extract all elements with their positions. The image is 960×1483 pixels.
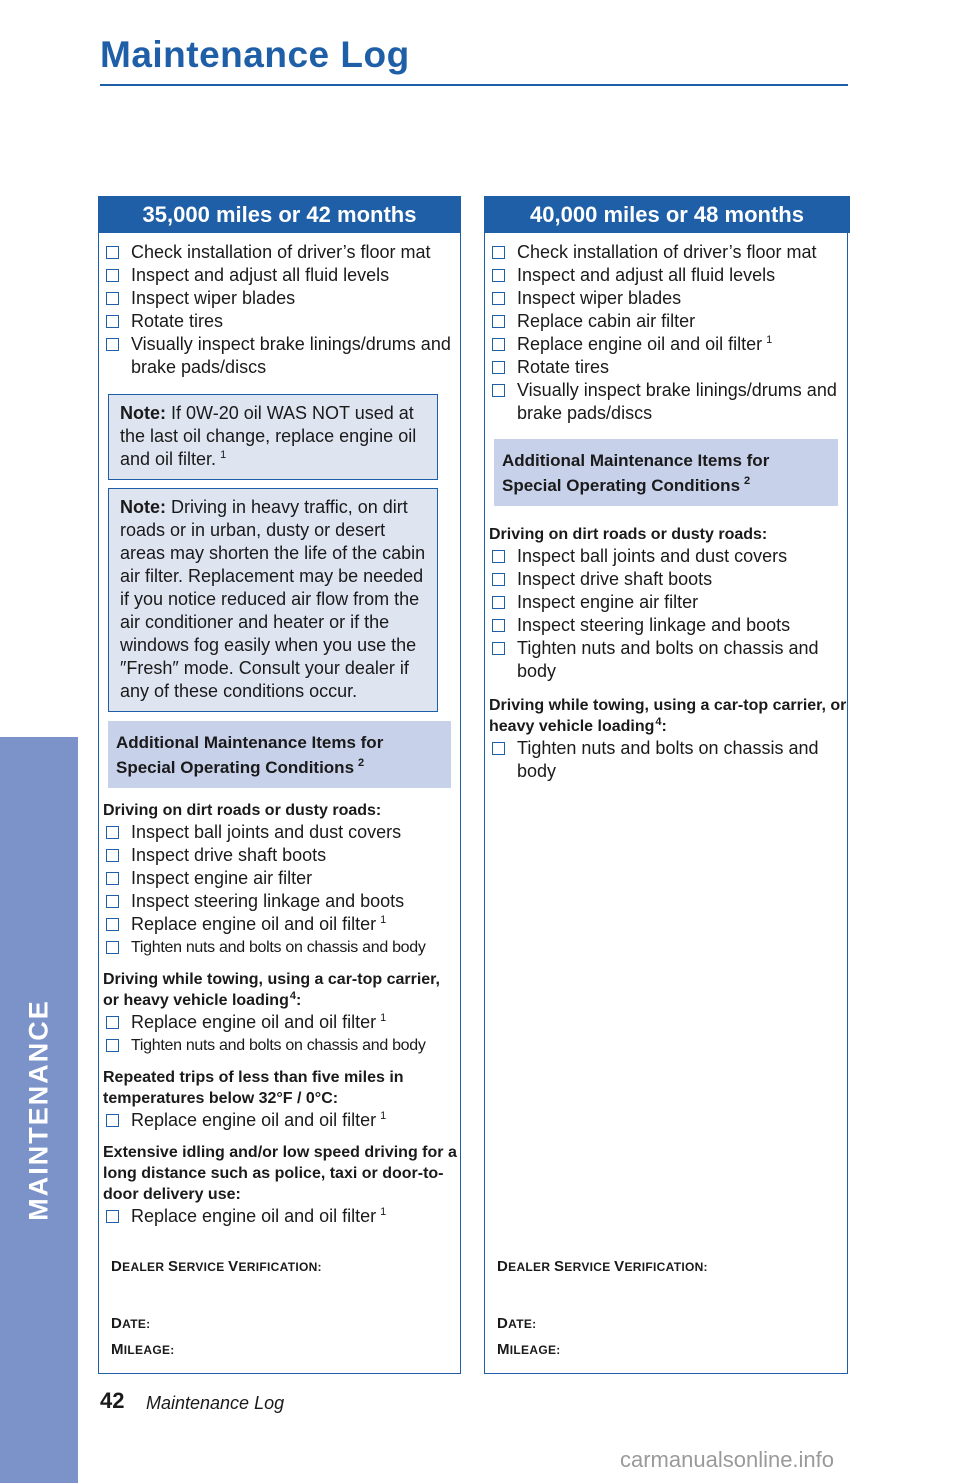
- dealer-verification-label: DEALER SERVICE VERIFICATION:: [497, 1258, 708, 1275]
- checkbox-icon[interactable]: [106, 1114, 119, 1127]
- checklist-item[interactable]: Inspect engine air filter: [99, 867, 460, 890]
- checklist-item[interactable]: Tighten nuts and bolts on chassis and body: [99, 1034, 460, 1057]
- interval-35000-panel: [98, 196, 461, 1374]
- footnote-ref: 1: [380, 914, 387, 926]
- checkbox-icon[interactable]: [492, 269, 505, 282]
- checklist: [99, 233, 460, 379]
- page-title: Maintenance Log: [100, 34, 410, 75]
- checkbox-icon[interactable]: [106, 918, 119, 931]
- checkbox-icon[interactable]: [106, 895, 119, 908]
- checklist-item[interactable]: Replace engine oil and oil filter $^1$: [99, 1011, 460, 1034]
- checkbox-icon[interactable]: [492, 292, 505, 305]
- towing-checklist: [99, 1011, 460, 1057]
- mileage-label: MILEAGE:: [497, 1341, 561, 1358]
- page-number: 42: [100, 1388, 125, 1413]
- note-text: Driving in heavy traffic, on dirt roads or in urban, dusty or desert areas may shorten the life of the cabin air filter. Replacement may be needed if you notice reduced air flow from the air conditioner and heater or if the windows fog easily when you use the ″Fresh″ mode. Consult your dealer if any of these conditions occur.: [120, 497, 426, 701]
- checklist-item[interactable]: Inspect steering linkage and boots: [485, 614, 847, 637]
- checkbox-icon[interactable]: [492, 361, 505, 374]
- checkbox-icon[interactable]: [106, 872, 119, 885]
- towing-heading: Driving while towing, using a car-top carrier, or heavy vehicle loading$^4$:: [103, 971, 440, 1009]
- checkbox-icon[interactable]: [492, 642, 505, 655]
- checkbox-icon[interactable]: [106, 338, 119, 351]
- mileage-label: MILEAGE:: [111, 1341, 175, 1358]
- interval-header: 35,000 miles or 42 months: [98, 196, 461, 233]
- towing-checklist: [485, 737, 847, 783]
- footnote-ref: 2: [358, 757, 365, 770]
- dirt-roads-checklist: [485, 545, 847, 683]
- checklist-item[interactable]: Replace cabin air filter: [485, 310, 847, 333]
- checkbox-icon[interactable]: [106, 315, 119, 328]
- checkbox-icon[interactable]: [492, 384, 505, 397]
- checklist-item[interactable]: Inspect wiper blades: [485, 287, 847, 310]
- checklist-item[interactable]: Replace engine oil and oil filter $^1$: [485, 333, 847, 356]
- footnote-ref: 1: [380, 1012, 387, 1024]
- checklist-item[interactable]: Check installation of driver’s floor mat: [99, 241, 460, 264]
- checkbox-icon[interactable]: [492, 338, 505, 351]
- interval-40000-panel: [484, 196, 848, 1374]
- footnote-ref: 4: [655, 715, 662, 728]
- checklist-item[interactable]: Inspect drive shaft boots: [99, 844, 460, 867]
- checkbox-icon[interactable]: [106, 826, 119, 839]
- checklist-item[interactable]: Tighten nuts and bolts on chassis and body: [99, 936, 460, 959]
- dirt-roads-heading: Driving on dirt roads or dusty roads:: [489, 526, 768, 543]
- checklist-item[interactable]: Visually inspect brake linings/drums and brake pads/discs: [99, 333, 460, 379]
- checklist-item[interactable]: Inspect wiper blades: [99, 287, 460, 310]
- checkbox-icon[interactable]: [492, 246, 505, 259]
- checkbox-icon[interactable]: [492, 596, 505, 609]
- note-label: Note:: [120, 403, 166, 423]
- checkbox-icon[interactable]: [106, 1210, 119, 1223]
- note-label: Note:: [120, 497, 166, 517]
- towing-heading: Driving while towing, using a car-top carrier, or heavy vehicle loading$^4$:: [489, 697, 847, 735]
- checklist-item[interactable]: Inspect and adjust all fluid levels: [99, 264, 460, 287]
- checklist-item[interactable]: Inspect and adjust all fluid levels: [485, 264, 847, 287]
- checklist-item[interactable]: Tighten nuts and bolts on chassis and body: [485, 737, 847, 783]
- title-divider: [100, 84, 848, 86]
- checklist-item[interactable]: Rotate tires: [485, 356, 847, 379]
- interval-header: 40,000 miles or 48 months: [484, 196, 850, 233]
- additional-items-title: Additional Maintenance Items for Special Operating Conditions $^2$: [108, 721, 451, 788]
- checklist-item[interactable]: Rotate tires: [99, 310, 460, 333]
- checkbox-icon[interactable]: [106, 292, 119, 305]
- footer-label: Maintenance Log: [146, 1393, 285, 1413]
- watermark: carmanualsonline.info: [620, 1447, 835, 1472]
- checkbox-icon[interactable]: [106, 1016, 119, 1029]
- footnote-ref: 1: [220, 449, 227, 461]
- checklist-item[interactable]: Inspect drive shaft boots: [485, 568, 847, 591]
- footnote-ref: 1: [380, 1206, 387, 1218]
- checklist-item[interactable]: Inspect steering linkage and boots: [99, 890, 460, 913]
- checklist-item[interactable]: Inspect ball joints and dust covers: [485, 545, 847, 568]
- note-text: If 0W-20 oil WAS NOT used at the last oil change, replace engine oil and oil filter.: [120, 403, 417, 469]
- additional-items-title: Additional Maintenance Items for Special Operating Conditions $^2$: [494, 439, 838, 506]
- dealer-verification-label: DEALER SERVICE VERIFICATION:: [111, 1258, 322, 1275]
- date-label: DATE:: [111, 1315, 151, 1332]
- checklist-item[interactable]: Inspect ball joints and dust covers: [99, 821, 460, 844]
- checkbox-icon[interactable]: [492, 573, 505, 586]
- note-oil: [108, 394, 438, 480]
- footnote-ref: 4: [289, 989, 296, 1002]
- checkbox-icon[interactable]: [492, 742, 505, 755]
- footnote-ref: 1: [766, 334, 773, 346]
- checkbox-icon[interactable]: [492, 550, 505, 563]
- date-label: DATE:: [497, 1315, 537, 1332]
- footnote-ref: 2: [744, 475, 751, 488]
- checkbox-icon[interactable]: [106, 246, 119, 259]
- checklist-item[interactable]: Visually inspect brake linings/drums and brake pads/discs: [485, 379, 847, 425]
- idling-heading: Extensive idling and/or low speed driving for a long distance such as police, taxi or door-to-door delivery use:: [103, 1144, 457, 1203]
- dirt-roads-checklist: [99, 821, 460, 959]
- dirt-roads-heading: Driving on dirt roads or dusty roads:: [103, 802, 382, 819]
- checklist-item[interactable]: Replace engine oil and oil filter $^1$: [99, 1205, 460, 1228]
- checkbox-icon[interactable]: [106, 269, 119, 282]
- footnote-ref: 1: [380, 1110, 387, 1122]
- idling-checklist: [99, 1205, 460, 1228]
- checklist: [485, 233, 847, 425]
- checklist-item[interactable]: Inspect engine air filter: [485, 591, 847, 614]
- checklist-item[interactable]: Check installation of driver’s floor mat: [485, 241, 847, 264]
- side-tab-label: MAINTENANCE: [23, 999, 54, 1221]
- checkbox-icon[interactable]: [492, 619, 505, 632]
- checklist-item[interactable]: Tighten nuts and bolts on chassis and body: [485, 637, 847, 683]
- checkbox-icon[interactable]: [106, 941, 119, 954]
- short-trips-checklist: [99, 1109, 460, 1132]
- checkbox-icon[interactable]: [106, 849, 119, 862]
- checkbox-icon[interactable]: [106, 1039, 119, 1052]
- checkbox-icon[interactable]: [492, 315, 505, 328]
- note-cabin-filter: [108, 488, 438, 712]
- short-trips-heading: Repeated trips of less than five miles in temperatures below 32°F / 0°C:: [103, 1069, 404, 1107]
- checklist-item[interactable]: Replace engine oil and oil filter $^1$: [99, 913, 460, 936]
- checklist-item[interactable]: Replace engine oil and oil filter $^1$: [99, 1109, 460, 1132]
